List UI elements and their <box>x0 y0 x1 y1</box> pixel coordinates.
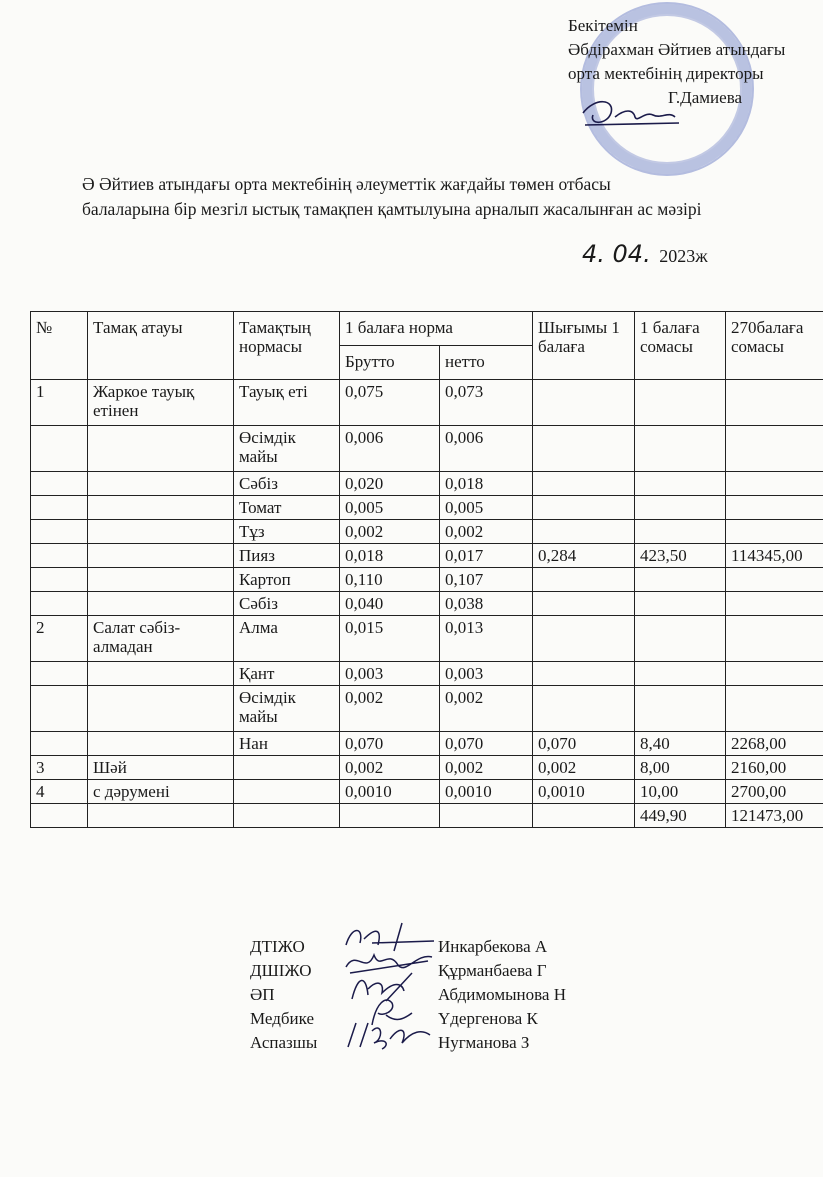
cell-product <box>234 780 340 804</box>
cell-num <box>31 568 88 592</box>
table-row <box>31 756 823 780</box>
signature-role: ДТІЖО <box>250 937 305 956</box>
header-num: № <box>31 312 88 380</box>
table-row <box>31 496 823 520</box>
cell-brutto: 0,003 <box>340 662 440 686</box>
cell-sum-270 <box>726 662 823 686</box>
cell-yield: 0,070 <box>533 732 635 756</box>
approval-signer: Г.Дамиева <box>668 88 743 107</box>
cell-netto <box>440 804 533 828</box>
cell-product: Тұз <box>234 520 340 544</box>
director-signature-icon <box>575 95 685 135</box>
header-dish: Тамақ атауы <box>88 312 234 380</box>
signature-name: Үдергенова К <box>438 1009 538 1028</box>
cell-dish: Салат сәбіз-алмадан <box>88 616 234 662</box>
cell-dish <box>88 686 234 732</box>
cell-netto: 0,006 <box>440 426 533 472</box>
cell-sum-270 <box>726 592 823 616</box>
cell-yield <box>533 520 635 544</box>
cell-brutto <box>340 804 440 828</box>
cell-brutto: 0,015 <box>340 616 440 662</box>
cell-sum-270 <box>726 380 823 426</box>
cell-dish <box>88 426 234 472</box>
cell-yield <box>533 686 635 732</box>
cell-brutto: 0,002 <box>340 756 440 780</box>
table-row <box>31 472 823 496</box>
cell-brutto: 0,002 <box>340 686 440 732</box>
header-per-child-norm: 1 балаға норма <box>340 312 533 346</box>
cell-num: 3 <box>31 756 88 780</box>
cell-product: Картоп <box>234 568 340 592</box>
header-norm: Тамақтың нормасы <box>234 312 340 380</box>
signature-name: Құрманбаева Г <box>438 961 547 980</box>
cell-yield <box>533 496 635 520</box>
table-row <box>31 544 823 568</box>
table-row <box>31 732 823 756</box>
approval-school: Әбдірахман Әйтиев атындағы <box>568 40 786 59</box>
cell-sum-one <box>635 426 726 472</box>
cell-dish <box>88 472 234 496</box>
cell-dish <box>88 662 234 686</box>
cell-yield: 0,0010 <box>533 780 635 804</box>
cell-brutto: 0,075 <box>340 380 440 426</box>
table-row <box>31 520 823 544</box>
handwritten-date: 4. 04. <box>582 240 651 268</box>
cell-yield <box>533 426 635 472</box>
cell-sum-one <box>635 592 726 616</box>
cell-yield <box>533 616 635 662</box>
menu-table <box>30 311 823 828</box>
cell-netto: 0,018 <box>440 472 533 496</box>
cell-sum-270 <box>726 496 823 520</box>
cell-dish <box>88 496 234 520</box>
approval-heading: Бекітемін <box>568 16 638 35</box>
cell-sum-one <box>635 380 726 426</box>
cell-dish <box>88 520 234 544</box>
table-row <box>31 592 823 616</box>
cell-product <box>234 756 340 780</box>
cell-dish: Жаркое тауық етінен <box>88 380 234 426</box>
cell-netto: 0,017 <box>440 544 533 568</box>
table-row <box>31 426 823 472</box>
cell-sum-one: 8,00 <box>635 756 726 780</box>
table-row <box>31 568 823 592</box>
cell-netto: 0,070 <box>440 732 533 756</box>
cell-sum-270 <box>726 568 823 592</box>
cell-brutto: 0,110 <box>340 568 440 592</box>
cell-netto: 0,0010 <box>440 780 533 804</box>
table-row <box>31 662 823 686</box>
approval-position: орта мектебінің директоры <box>568 64 764 83</box>
cell-yield <box>533 804 635 828</box>
cell-brutto: 0,020 <box>340 472 440 496</box>
signature-name: Инкарбекова А <box>438 937 548 956</box>
title-line-2: балаларына бір мезгіл ыстық тамақпен қамтылуына арналып жасалынған ас мәзірі <box>82 199 702 219</box>
cell-product: Сәбіз <box>234 472 340 496</box>
cell-yield: 0,002 <box>533 756 635 780</box>
header-yield: Шығымы 1 балаға <box>533 312 635 380</box>
cell-num <box>31 520 88 544</box>
cell-sum-270: 2160,00 <box>726 756 823 780</box>
cell-dish <box>88 592 234 616</box>
signature-role: ӘП <box>250 985 275 1004</box>
cell-sum-one <box>635 662 726 686</box>
cell-sum-one: 423,50 <box>635 544 726 568</box>
cell-brutto: 0,006 <box>340 426 440 472</box>
cell-netto: 0,107 <box>440 568 533 592</box>
cell-num <box>31 592 88 616</box>
table-row <box>31 780 823 804</box>
cell-dish <box>88 568 234 592</box>
cell-product: Томат <box>234 496 340 520</box>
signature-role: Аспазшы <box>250 1033 318 1052</box>
cell-sum-one <box>635 616 726 662</box>
cell-brutto: 0,018 <box>340 544 440 568</box>
cell-sum-270: 121473,00 <box>726 804 823 828</box>
cell-netto: 0,013 <box>440 616 533 662</box>
signature-name: Нугманова З <box>438 1033 530 1052</box>
cell-product: Нан <box>234 732 340 756</box>
cell-product: Алма <box>234 616 340 662</box>
table-row <box>31 804 823 828</box>
cell-sum-one: 449,90 <box>635 804 726 828</box>
cell-sum-270 <box>726 520 823 544</box>
cell-sum-270 <box>726 472 823 496</box>
signature-role: Медбике <box>250 1009 314 1028</box>
cell-product <box>234 804 340 828</box>
signature-name: Абдимомынова Н <box>438 985 566 1004</box>
header-netto: нетто <box>440 346 533 380</box>
cell-sum-270 <box>726 616 823 662</box>
cell-netto: 0,038 <box>440 592 533 616</box>
cell-num <box>31 472 88 496</box>
cell-sum-one <box>635 520 726 544</box>
table-row <box>31 380 823 426</box>
cell-num: 1 <box>31 380 88 426</box>
cell-brutto: 0,040 <box>340 592 440 616</box>
table-row <box>31 616 823 662</box>
cell-sum-270 <box>726 426 823 472</box>
cell-brutto: 0,0010 <box>340 780 440 804</box>
header-sum-270: 270балаға сомасы <box>726 312 823 380</box>
cell-num <box>31 804 88 828</box>
cell-sum-270: 2268,00 <box>726 732 823 756</box>
table-row <box>31 686 823 732</box>
cell-sum-one <box>635 686 726 732</box>
cell-dish <box>88 804 234 828</box>
cell-sum-one <box>635 568 726 592</box>
cell-sum-one: 8,40 <box>635 732 726 756</box>
cell-product: Өсімдік майы <box>234 426 340 472</box>
cell-yield: 0,284 <box>533 544 635 568</box>
cell-num <box>31 544 88 568</box>
cell-netto: 0,002 <box>440 520 533 544</box>
cell-num: 2 <box>31 616 88 662</box>
cell-brutto: 0,002 <box>340 520 440 544</box>
cell-dish <box>88 544 234 568</box>
cell-product: Сәбіз <box>234 592 340 616</box>
cell-netto: 0,002 <box>440 756 533 780</box>
cell-netto: 0,003 <box>440 662 533 686</box>
header-sum-one: 1 балаға сомасы <box>635 312 726 380</box>
cell-yield <box>533 380 635 426</box>
cell-yield <box>533 592 635 616</box>
cell-product: Тауық еті <box>234 380 340 426</box>
cell-yield <box>533 472 635 496</box>
date-year: 2023ж <box>659 246 708 266</box>
cell-product: Пияз <box>234 544 340 568</box>
signature-icon <box>342 1017 437 1053</box>
cell-sum-270: 114345,00 <box>726 544 823 568</box>
cell-yield <box>533 568 635 592</box>
cell-dish: Шәй <box>88 756 234 780</box>
cell-sum-one <box>635 472 726 496</box>
header-brutto: Брутто <box>340 346 440 380</box>
signature-role: ДШІЖО <box>250 961 312 980</box>
cell-brutto: 0,070 <box>340 732 440 756</box>
cell-brutto: 0,005 <box>340 496 440 520</box>
cell-dish: с дәрумені <box>88 780 234 804</box>
cell-yield <box>533 662 635 686</box>
cell-netto: 0,002 <box>440 686 533 732</box>
cell-sum-270: 2700,00 <box>726 780 823 804</box>
cell-netto: 0,073 <box>440 380 533 426</box>
cell-netto: 0,005 <box>440 496 533 520</box>
cell-num <box>31 426 88 472</box>
cell-num <box>31 686 88 732</box>
cell-dish <box>88 732 234 756</box>
cell-sum-one <box>635 496 726 520</box>
cell-num <box>31 662 88 686</box>
cell-num <box>31 496 88 520</box>
title-line-1: Ә Әйтиев атындағы орта мектебінің әлеуметтік жағдайы төмен отбасы <box>82 174 611 194</box>
cell-product: Өсімдік майы <box>234 686 340 732</box>
document-title <box>82 172 702 222</box>
cell-num <box>31 732 88 756</box>
cell-sum-one: 10,00 <box>635 780 726 804</box>
cell-sum-270 <box>726 686 823 732</box>
cell-product: Қант <box>234 662 340 686</box>
cell-num: 4 <box>31 780 88 804</box>
document-date <box>582 240 708 268</box>
